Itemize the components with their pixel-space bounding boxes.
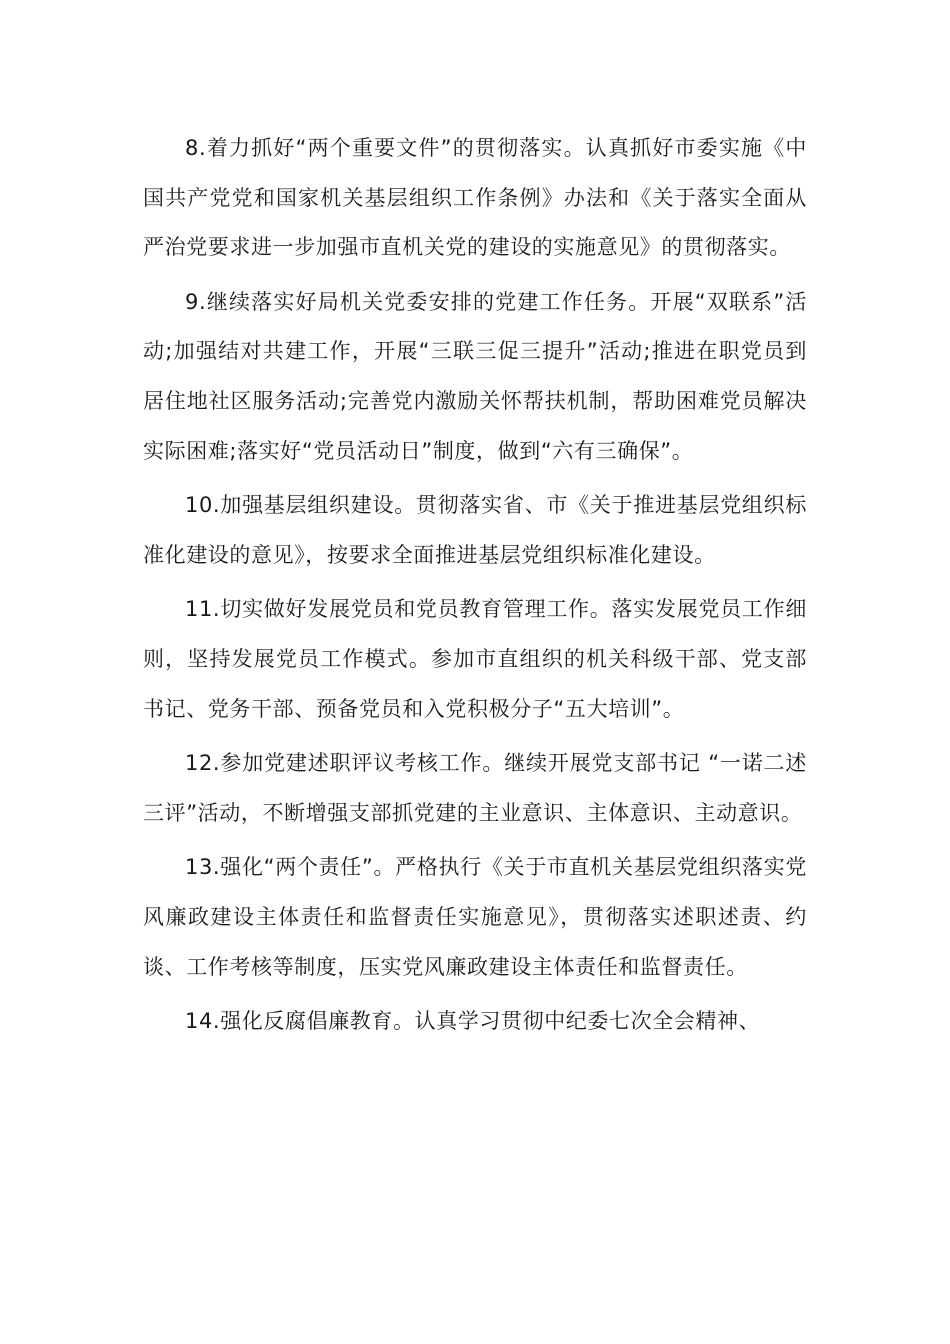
paragraph-10: 10.加强基层组织建设。贯彻落实省、市《关于推进基层党组织标准化建设的意见》，按要求全面推进基层党组织标准化建设。 (143, 493, 807, 567)
document-body (143, 124, 807, 1052)
paragraph-9: 9.继续落实好局机关党委安排的党建工作任务。开展“双联系”活动;加强结对共建工作，开展“三联三促三提升”活动;推进在职党员到居住地社区服务活动;完善党内激励关怀帮扶机制，帮助困难党员解决实际困难;落实好“党员活动日”制度，做到“六有三确保”。 (143, 289, 807, 463)
paragraph-11: 11.切实做好发展党员和党员教育管理工作。落实发展党员工作细则，坚持发展党员工作模式。参加市直组织的机关科级干部、党支部书记、党务干部、预备党员和入党积极分子“五大培训”。 (143, 597, 807, 721)
paragraph-13: 13.强化“两个责任”。严格执行《关于市直机关基层党组织落实党风廉政建设主体责任和监督责任实施意见》，贯彻落实述职述责、约谈、工作考核等制度，压实党风廉政建设主体责任和监督责任。 (143, 855, 807, 979)
paragraph-12: 12.参加党建述职评议考核工作。继续开展党支部书记 “一诺二述三评”活动，不断增强支部抓党建的主业意识、主体意识、主动意识。 (143, 751, 807, 825)
paragraph-14: 14.强化反腐倡廉教育。认真学习贯彻中纪委七次全会精神、 (185, 1009, 761, 1034)
paragraph-8: 8.着力抓好“两个重要文件”的贯彻落实。认真抓好市委实施《中国共产党党和国家机关基层组织工作条例》办法和《关于落实全面从严治党要求进一步加强市直机关党的建设的实施意见》的贯彻落实。 (143, 136, 807, 260)
